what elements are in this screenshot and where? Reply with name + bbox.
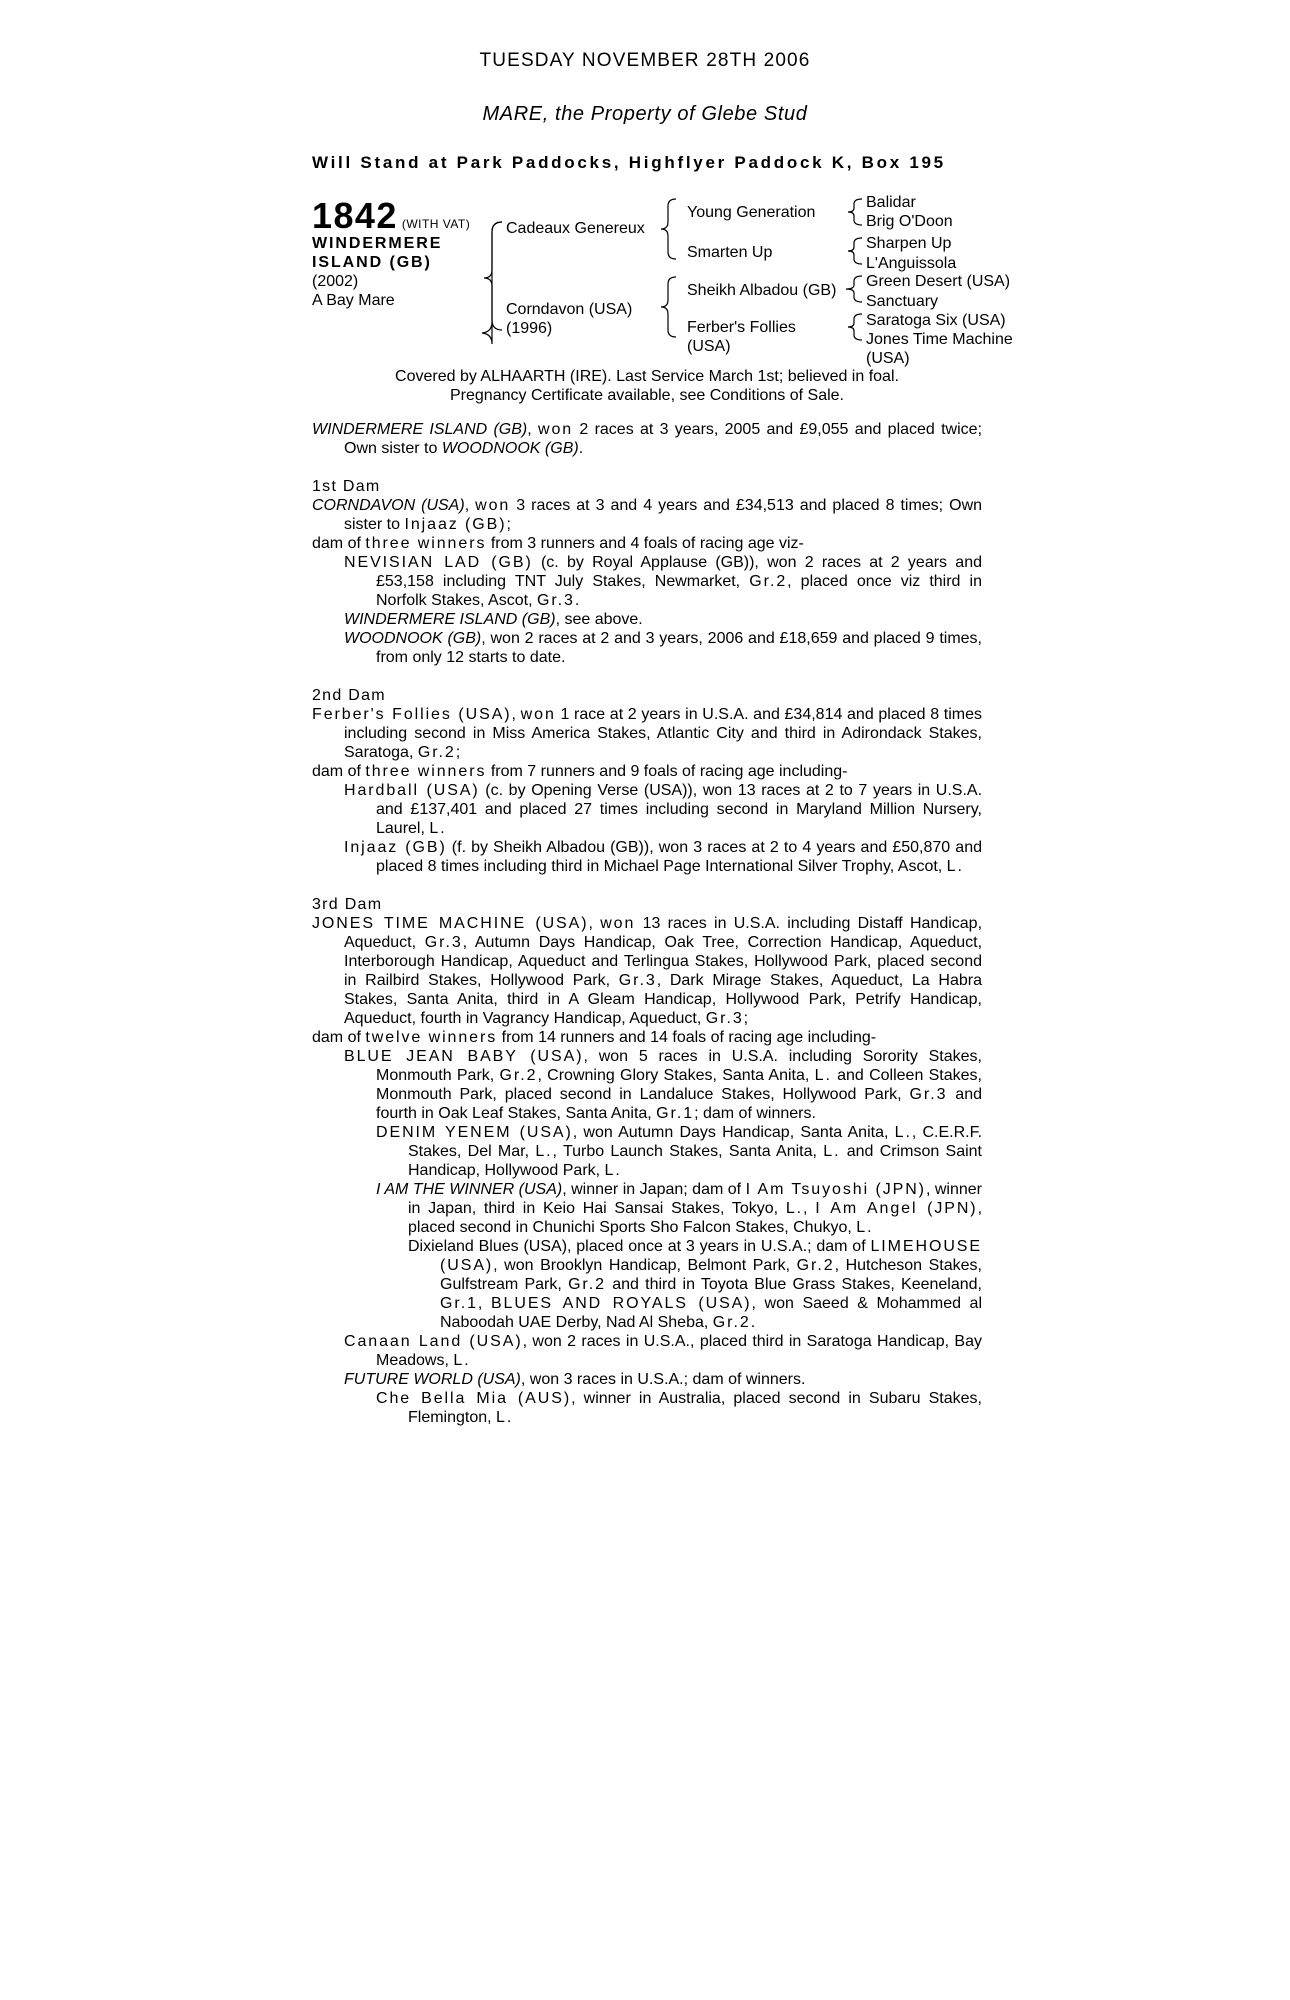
bracket-ss <box>848 199 862 225</box>
first-dam-text1: 3 races at 3 and 4 years and £34,513 and placed 8 times; Own sister to <box>344 497 983 533</box>
granddaughter-entry <box>312 1123 982 1180</box>
progeny-text: . <box>574 592 580 609</box>
progeny-text: , winner in Australia, placed second in Subaru Stakes, Flemington, <box>408 1390 982 1426</box>
grade: Gr.2 <box>417 744 456 761</box>
spacer <box>312 876 982 895</box>
pedigree-dss: Green Desert (USA) <box>866 273 1011 290</box>
progeny-text: , Turbo Launch Stakes, Santa Anita, <box>552 1143 824 1160</box>
pedigree-sd: Smarten Up <box>687 244 773 261</box>
grade: Gr.2 <box>749 573 788 590</box>
third-dam-progeny-intro <box>312 1028 982 1047</box>
third-dam-text: 13 races in U.S.A. including Distaff Handicap, Aqueduct, <box>344 915 983 951</box>
progeny-text: ; dam of winners. <box>694 1105 816 1122</box>
covered-note <box>312 367 982 405</box>
granddaughter-entry <box>312 1237 982 1332</box>
listed: L. <box>535 1143 553 1160</box>
bracket-sd <box>848 238 862 264</box>
intro-sister: WOODNOOK (GB) <box>441 440 579 457</box>
first-dam-heading: 1st Dam <box>312 478 381 495</box>
third-dam-sep: , <box>588 915 601 932</box>
first-dam-won: won <box>475 497 511 514</box>
listed: L. <box>785 1200 804 1217</box>
progeny-name: I Am Tsuyoshi (JPN) <box>745 1181 926 1198</box>
second-dam-name: Ferber's Follies (USA) <box>312 706 512 723</box>
progeny-text: , <box>803 1200 816 1217</box>
second-dam-won: won <box>520 706 556 723</box>
dam-of-post: from 14 runners and 14 foals of racing age including- <box>497 1029 877 1046</box>
progeny-name: Che Bella Mia (AUS) <box>376 1390 572 1407</box>
second-dam-text2: ; <box>455 744 461 761</box>
third-dam-paragraph <box>312 914 982 1028</box>
progeny-text: (f. by Sheikh Albadou (GB)), won 3 races at 2 to 4 years and £50,870 and placed 8 times including third in Michael Page International Silver Trophy, Ascot, <box>376 839 982 875</box>
stand-location: Will Stand at Park Paddocks, Highflyer Paddock K, Box 195 <box>312 153 946 172</box>
first-dam-sister: Injaaz (GB) <box>404 516 507 533</box>
pedigree-ddd-line2: (USA) <box>866 350 910 367</box>
progeny-name: WINDERMERE ISLAND (GB) <box>344 611 556 628</box>
progeny-entry <box>312 1332 982 1370</box>
listed: L. <box>814 1067 832 1084</box>
third-dam-text: ; <box>743 1010 749 1027</box>
lot-number: 1842 <box>312 195 398 236</box>
dam-of-winners: three winners <box>365 535 487 552</box>
first-dam-paragraph <box>312 496 982 534</box>
progeny-text: , placed second in Chunichi Sports Sho Falcon Stakes, Chukyo, <box>408 1200 983 1236</box>
pedigree-dd-line1: Ferber's Follies <box>687 319 796 336</box>
pedigree-sds: Sharpen Up <box>866 235 952 252</box>
intro-end: . <box>578 440 584 457</box>
progeny-text: , won Autumn Days Handicap, Santa Anita, <box>572 1124 895 1141</box>
second-dam-sep: , <box>511 706 521 723</box>
dam-of-pre: dam of <box>312 535 366 552</box>
grade: Gr.3 <box>909 1086 948 1103</box>
progeny-text: and third in Toyota Blue Grass Stakes, Keeneland, <box>605 1276 982 1293</box>
progeny-name: Injaaz (GB) <box>344 839 447 856</box>
grade: Gr.1 <box>656 1105 695 1122</box>
dam-of-pre: dam of <box>312 1029 366 1046</box>
progeny-name: NEVISIAN LAD (GB) <box>344 554 533 571</box>
pedigree-dd-line2: (USA) <box>687 338 731 355</box>
progeny-text: . <box>957 858 962 875</box>
third-dam-name: JONES TIME MACHINE (USA) <box>312 915 589 932</box>
progeny-name: I Am Angel (JPN) <box>815 1200 978 1217</box>
progeny-text: (c. by Opening Verse (USA)), won 13 races at 2 to 7 years in U.S.A. and £137,401 and placed 27 times including second in Maryland Million Nursery, Laurel, <box>376 782 983 837</box>
listed: L. <box>894 1124 912 1141</box>
dam-of-pre: dam of <box>312 763 366 780</box>
second-dam-progeny-intro <box>312 762 982 781</box>
listed: L. <box>604 1162 622 1179</box>
grade: Gr.3 <box>705 1010 744 1027</box>
progeny-entry <box>312 1370 982 1389</box>
pedigree-sss: Balidar <box>866 194 916 211</box>
pedigree-sdd: L'Anguissola <box>866 255 957 272</box>
progeny-text: and fourth in Oak Leaf Stakes, Santa Anita, <box>376 1086 983 1122</box>
second-dam-text1: 1 race at 2 years in U.S.A. and £34,814 and placed 8 times including second in Miss America Stakes, Atlantic City and third in Adirondack Stakes, Saratoga, <box>344 706 982 761</box>
vat-note: (WITH VAT) <box>401 217 471 231</box>
first-dam-name: CORNDAVON (USA) <box>312 497 465 514</box>
progeny-entry <box>312 629 982 667</box>
dam-of-post: from 3 runners and 4 foals of racing age viz- <box>486 535 804 552</box>
progeny-text: , winner in Japan; dam of <box>562 1181 746 1198</box>
bracket-dd <box>848 314 862 340</box>
progeny-entry <box>312 1047 982 1123</box>
grade: Gr.2 <box>499 1067 538 1084</box>
progeny-text: (c. by Royal Applause (GB)), won 2 races at 2 years and £53,158 including TNT July Stakes, Newmarket, <box>376 554 982 590</box>
progeny-name: Canaan Land (USA) <box>344 1333 523 1350</box>
progeny-text: , won 5 races in U.S.A. including Sorority Stakes, Monmouth Park, <box>376 1048 982 1084</box>
property-line: MARE, the Property of Glebe Stud <box>482 103 808 125</box>
progeny-name: BLUES AND ROYALS (USA) <box>490 1295 752 1312</box>
progeny-name: BLUE JEAN BABY (USA) <box>344 1048 584 1065</box>
second-dam-heading: 2nd Dam <box>312 687 386 704</box>
progeny-text: , won 3 races in U.S.A.; dam of winners. <box>520 1371 806 1388</box>
dam-of-winners: twelve winners <box>365 1029 498 1046</box>
progeny-text: , won Saeed & Mohammed al Naboodah UAE Derby, Nad Al Sheba, <box>440 1295 983 1331</box>
progeny-text: , C.E.R.F. Stakes, Del Mar, <box>408 1124 983 1160</box>
pedigree-dds: Saratoga Six (USA) <box>866 312 1006 329</box>
listed: L <box>429 820 441 837</box>
spacer <box>312 667 982 686</box>
bracket-sire <box>661 199 676 259</box>
covered-line1: Covered by ALHAARTH (IRE). Last Service March 1st; believed in foal. <box>395 368 899 385</box>
third-dam-text: , Autumn Days Handicap, Oak Tree, Correction Handicap, Aqueduct, Interborough Handicap, Aqueduct and Terlingua Stakes, Hollywood Park, placed second in Railbird Stakes, Hollywood Park, <box>344 934 983 989</box>
pedigree-brackets <box>0 0 1290 400</box>
horse-description: A Bay Mare <box>312 292 395 309</box>
dam-of-winners: three winners <box>365 763 487 780</box>
covered-line2: Pregnancy Certificate available, see Conditions of Sale. <box>450 387 844 404</box>
progeny-entry <box>312 553 982 610</box>
grade: Gr.3 <box>536 592 575 609</box>
grade: Gr.3 <box>424 934 463 951</box>
pedigree-ds: Sheikh Albadou (GB) <box>687 282 837 299</box>
progeny-text: and Crimson Saint Handicap, Hollywood Park, <box>408 1143 983 1179</box>
pedigree-dam-line2: (1996) <box>506 320 553 337</box>
grade: Gr.1 <box>440 1295 478 1312</box>
pedigree-dsd: Sanctuary <box>866 293 939 310</box>
grade: Gr.2 <box>796 1257 835 1274</box>
first-dam-text2: ; <box>506 516 511 533</box>
progeny-text: and Colleen Stakes, Monmouth Park, placed second in Landaluce Stakes, Hollywood Park, <box>376 1067 982 1103</box>
catalogue-body <box>312 420 982 1427</box>
listed: L <box>946 858 958 875</box>
third-dam-text: , Dark Mirage Stakes, Aqueduct, La Habra Stakes, Santa Anita, third in A Gleam Handicap, Hollywood Park, Petrify Handicap, Aqueduct, fourth in Vagrancy Handicap, Aqueduct, <box>344 972 982 1027</box>
listed: L. <box>823 1143 841 1160</box>
progeny-text: . <box>440 820 445 837</box>
progeny-name: LIMEHOUSE (USA) <box>440 1238 982 1274</box>
grade: Gr.2 <box>712 1314 751 1331</box>
progeny-text: , placed once viz third in Norfolk Stakes, Ascot, <box>376 573 982 609</box>
bracket-first-gen <box>484 222 502 330</box>
progeny-text: Dixieland Blues (USA), placed once at 3 years in U.S.A.; dam of <box>408 1238 871 1255</box>
bracket-ds <box>846 276 862 302</box>
granddaughter-entry <box>312 1180 982 1237</box>
progeny-text: , winner in Japan, third in Keio Hai Sansai Stakes, Tokyo, <box>408 1181 982 1217</box>
pedigree-ddd-line1: Jones Time Machine <box>866 331 1013 348</box>
dam-of-post: from 7 runners and 9 foals of racing age including- <box>486 763 848 780</box>
progeny-text: , Crowning Glory Stakes, Santa Anita, <box>537 1067 815 1084</box>
third-dam-won: won <box>600 915 636 932</box>
progeny-entry <box>312 610 982 629</box>
intro-name: WINDERMERE ISLAND (GB) <box>312 421 528 438</box>
progeny-text: , won Brooklyn Handicap, Belmont Park, <box>493 1257 797 1274</box>
progeny-name: DENIM YENEM (USA) <box>376 1124 573 1141</box>
progeny-text: , see above. <box>555 611 643 628</box>
listed: L. <box>453 1352 471 1369</box>
horse-name-line1: WINDERMERE <box>312 235 443 252</box>
intro-text: 2 races at 3 years, 2005 and £9,055 and placed twice; Own sister to <box>344 421 983 457</box>
grade: Gr.3 <box>618 972 657 989</box>
progeny-entry <box>312 781 982 838</box>
progeny-name: I AM THE WINNER (USA) <box>376 1181 563 1198</box>
pedigree-ssd: Brig O'Doon <box>866 213 953 230</box>
progeny-text: , won 2 races in U.S.A., placed third in Saratoga Handicap, Bay Meadows, <box>376 1333 982 1369</box>
bracket-dam <box>661 277 676 337</box>
progeny-text: , <box>477 1295 491 1312</box>
progeny-text: , won 2 races at 2 and 3 years, 2006 and £18,659 and placed 9 times, from only 12 starts to date. <box>376 630 982 666</box>
intro-won: won <box>537 421 574 438</box>
progeny-name: Hardball (USA) <box>344 782 480 799</box>
pedigree-sire: Cadeaux Genereux <box>506 220 645 237</box>
horse-year: (2002) <box>312 273 359 290</box>
first-dam-sep: , <box>464 497 476 514</box>
progeny-text: . <box>750 1314 756 1331</box>
third-dam-heading: 3rd Dam <box>312 896 383 913</box>
pedigree-dam-line1: Corndavon (USA) <box>506 301 633 318</box>
pedigree-ss: Young Generation <box>687 204 816 221</box>
intro-sep: , <box>527 421 538 438</box>
sale-date: TUESDAY NOVEMBER 28TH 2006 <box>479 50 811 71</box>
listed: L. <box>856 1219 874 1236</box>
progeny-name: FUTURE WORLD (USA) <box>344 1371 521 1388</box>
progeny-name: WOODNOOK (GB) <box>344 630 482 647</box>
progeny-entry <box>312 838 982 876</box>
granddaughter-entry <box>312 1389 982 1427</box>
spacer <box>312 458 982 477</box>
progeny-text: , Hutcheson Stakes, Gulfstream Park, <box>440 1257 982 1293</box>
first-dam-progeny-intro <box>312 534 982 553</box>
grade: Gr.2 <box>568 1276 606 1293</box>
horse-name-line2: ISLAND (GB) <box>312 254 432 271</box>
intro-paragraph <box>312 420 982 458</box>
second-dam-paragraph <box>312 705 982 762</box>
listed: L. <box>496 1409 514 1426</box>
